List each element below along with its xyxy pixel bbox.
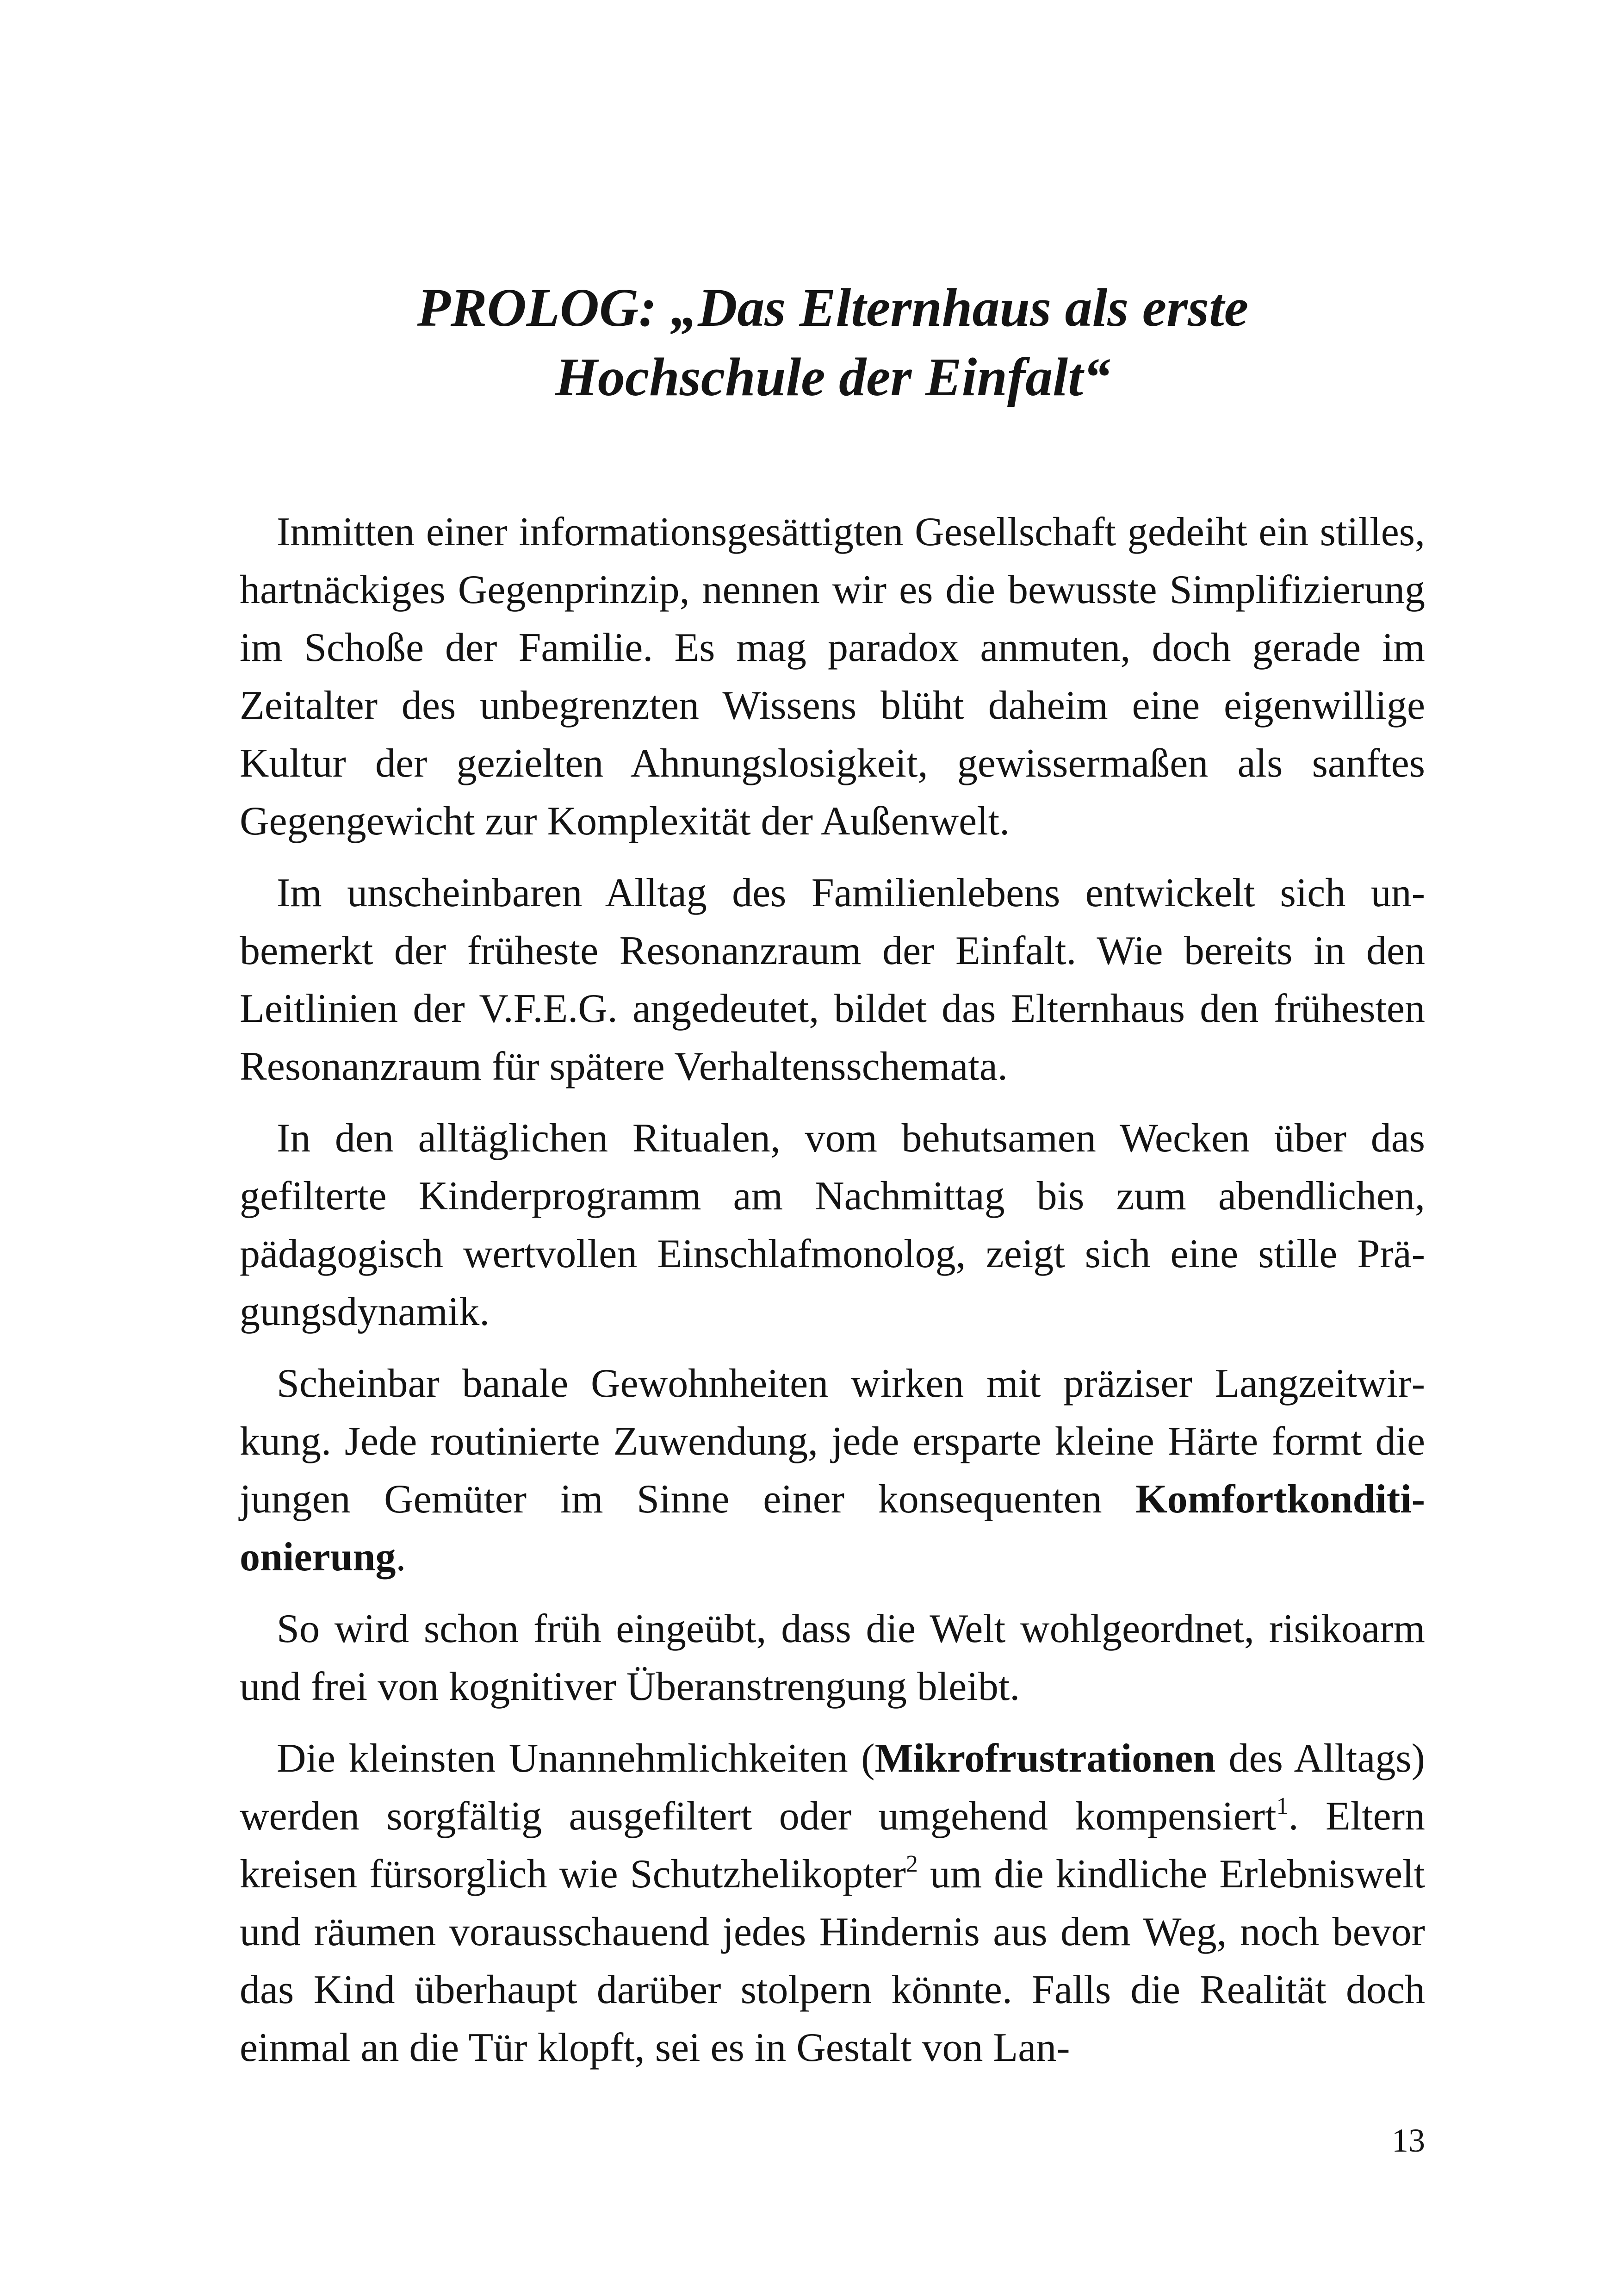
paragraph-2: Im unscheinbaren Alltag des Familienlebens entwickelt sich unbemerkt der früheste Resonanzraum der Einfalt. Wie bereits in den Leitlinien der V.F.E.G. angedeutet, bildet das Elternhaus den frühesten Resonanzraum für spätere Verhaltensschemata. bbox=[240, 871, 1425, 1089]
paragraph-6-part-4: um die kindliche Erlebniswelt und räumen vorausschauend jedes Hindernis aus dem Weg, noch bevor das Kind überhaupt darüber stolpern könnte. Falls die Realität doch einmal an die Tür klopft, sei es in Gestalt von Lan- bbox=[240, 1852, 1425, 2070]
page-number: 13 bbox=[1392, 2122, 1425, 2159]
paragraph-6-part-1: Die kleinsten Unannehmlichkeiten ( bbox=[277, 1736, 875, 1781]
emphasis-mikrofrustrationen: Mikrofrustrationen bbox=[874, 1736, 1216, 1781]
footnote-marker-2[interactable]: 2 bbox=[905, 1851, 918, 1877]
footnote-marker-1[interactable]: 1 bbox=[1276, 1793, 1289, 1819]
paragraph-6 bbox=[240, 1730, 1425, 2077]
paragraph-4-text: Scheinbar banale Gewohnheiten wirken mit präziser Langzeitwirkung. Jede routinierte Zuwendung, jede ersparte kleine Härte formt die jungen Gemüter im Sinne einer konsequenten bbox=[240, 1361, 1425, 1522]
paragraph-6-part-2: des Alltags) werden sorgfältig ausgefiltert oder umgehend kompensiert bbox=[240, 1736, 1425, 1839]
paragraph-4 bbox=[240, 1355, 1425, 1586]
paragraph-5: So wird schon früh eingeübt, dass die Welt wohlgeordnet, risikoarm und frei von kognitiver Überanstrengung bleibt. bbox=[240, 1606, 1425, 1709]
chapter-title-line-2: Hochschule der Einfalt“ bbox=[555, 347, 1110, 407]
body-text bbox=[240, 503, 1425, 2077]
paragraph-3: In den alltäglichen Ritualen, vom behutsamen Wecken über das gefilterte Kinderprogramm am Nachmittag bis zum abendlichen, pädagogisch wertvollen Einschlafmonolog, zeigt sich eine stille Prägungsdynamik. bbox=[240, 1116, 1425, 1334]
paragraph-1: Inmitten einer informationsgesättigten Gesellschaft gedeiht ein stilles, hartnäckiges Gegenprinzip, nennen wir es die bewusste Simplifizierung im Schoße der Familie. Es mag paradox anmuten, doch gerade im Zeitalter des unbegrenzten Wissens blüht daheim eine eigenwillige Kultur der gezielten Ahnungslosigkeit, gewissermaßen als sanftes Gegengewicht zur Komplexität der Außenwelt. bbox=[240, 510, 1425, 844]
chapter-title bbox=[241, 273, 1425, 412]
chapter-title-line-1: PROLOG: „Das Elternhaus als erste bbox=[417, 277, 1249, 338]
emphasis-komfortkonditionierung: Komfortkonditionierung bbox=[240, 1477, 1425, 1580]
paragraph-4-end: . bbox=[396, 1535, 406, 1580]
paragraph-6-part-3: . Eltern kreisen fürsorglich wie Schutzhelikopter bbox=[240, 1794, 1426, 1897]
